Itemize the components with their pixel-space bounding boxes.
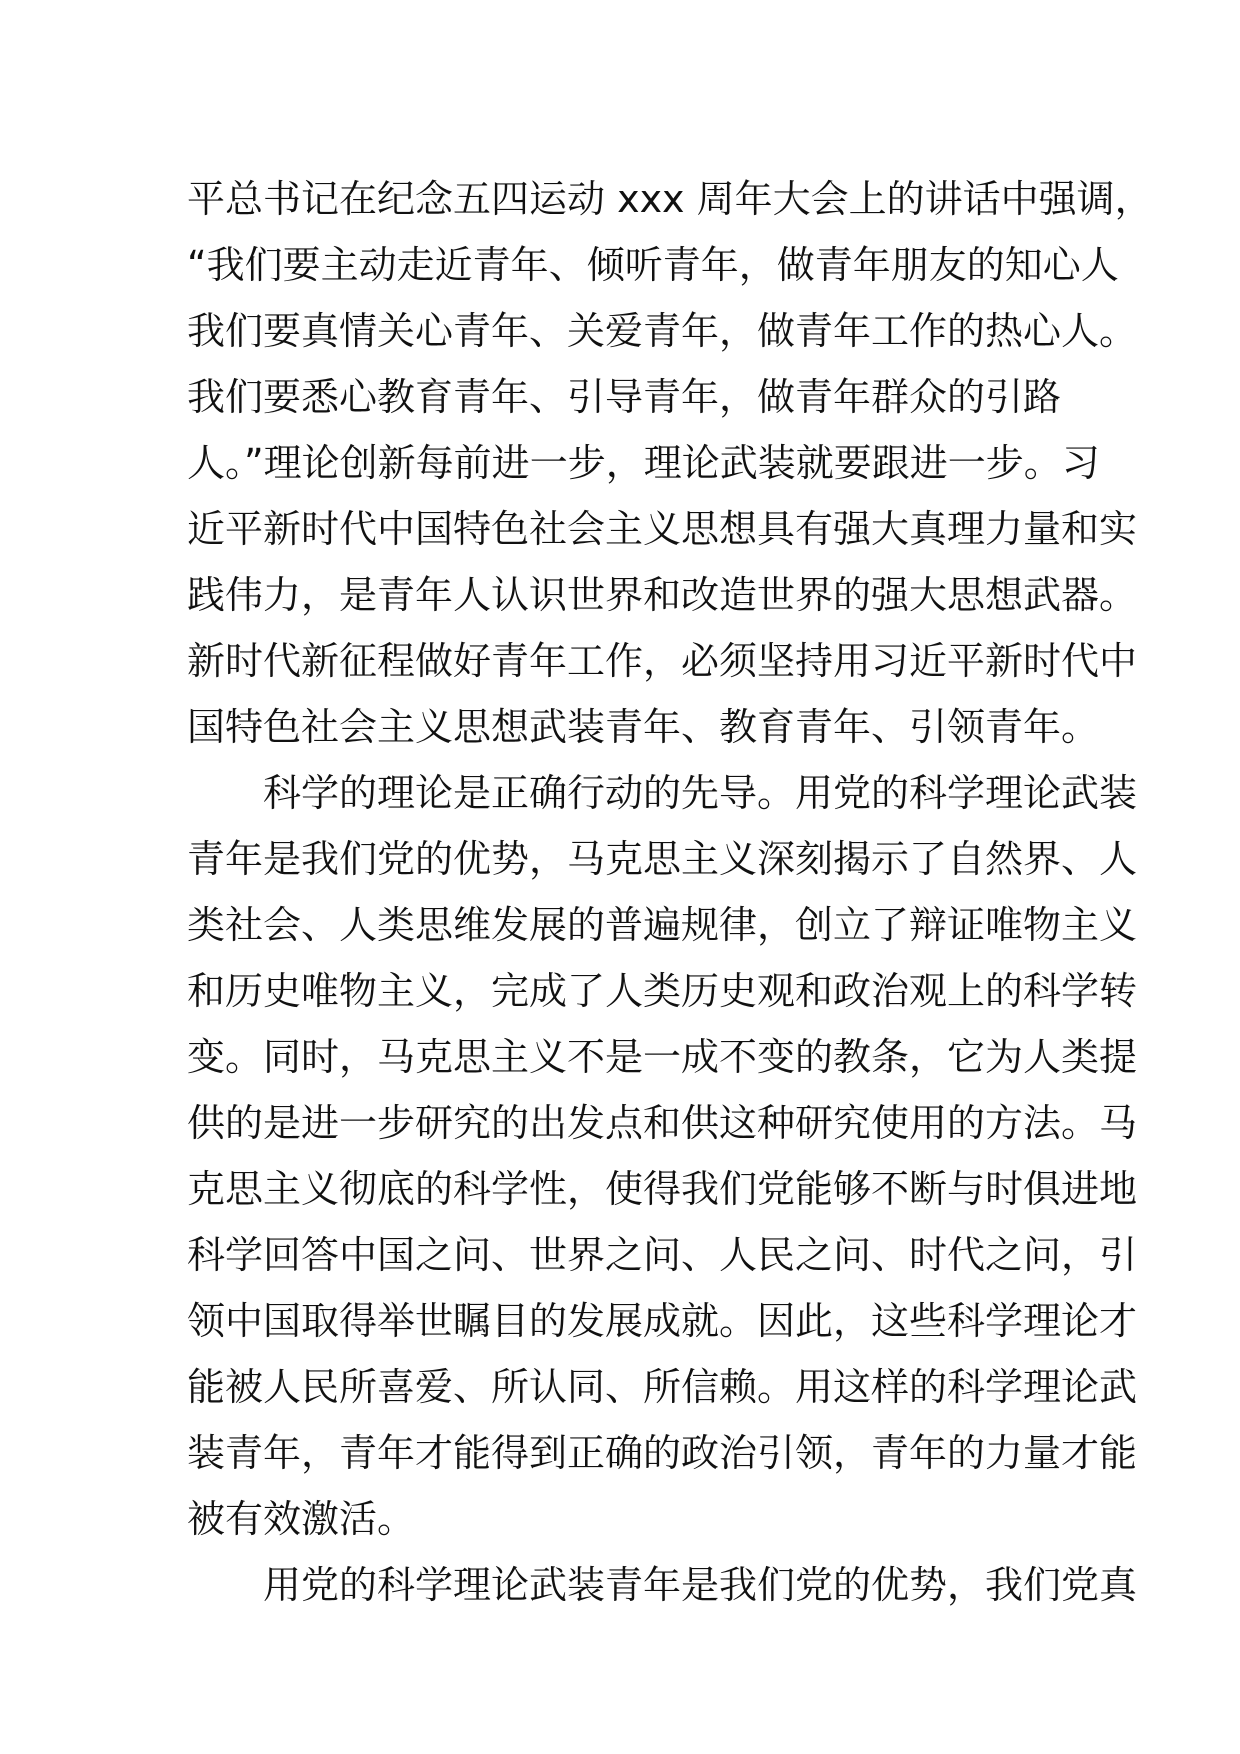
text-line: 被有效激活。 [187, 1497, 416, 1541]
paragraph-start-line: 科学的理论是正确行动的先导。用党的科学理论武装 [187, 771, 1138, 815]
text-line: 近平新时代中国特色社会主义思想具有强大真理力量和实 [187, 507, 1138, 551]
text-line: 践伟力，是青年人认识世界和改造世界的强大思想武器。 [187, 573, 1138, 617]
text-line: 青年是我们党的优势，马克思主义深刻揭示了自然界、人 [187, 837, 1138, 881]
text-line: 我们要真情关心青年、关爱青年，做青年工作的热心人。 [187, 309, 1138, 353]
text-line: 能被人民所喜爱、所认同、所信赖。用这样的科学理论武 [187, 1365, 1138, 1409]
text-line: 供的是进一步研究的出发点和供这种研究使用的方法。马 [187, 1101, 1138, 1145]
text-line: 变。同时，马克思主义不是一成不变的教条，它为人类提 [187, 1035, 1138, 1079]
text-line: 科学回答中国之问、世界之问、人民之问、时代之问，引 [187, 1233, 1138, 1277]
text-line: 类社会、人类思维发展的普遍规律，创立了辩证唯物主义 [187, 903, 1138, 947]
text-line: 人。”理论创新每前进一步，理论武装就要跟进一步。习 [187, 441, 1100, 485]
text-line: “我们要主动走近青年、倾听青年，做青年朋友的知心人 [187, 243, 1119, 287]
text-line: 领中国取得举世瞩目的发展成就。因此，这些科学理论才 [187, 1299, 1138, 1343]
text-line: 装青年，青年才能得到正确的政治引领，青年的力量才能 [187, 1431, 1138, 1475]
body-text [187, 166, 1153, 1618]
text-line: 克思主义彻底的科学性，使得我们党能够不断与时俱进地 [187, 1167, 1138, 1211]
text-line: 和历史唯物主义，完成了人类历史观和政治观上的科学转 [187, 969, 1138, 1013]
text-line: 国特色社会主义思想武装青年、教育青年、引领青年。 [187, 705, 1100, 749]
text-line: 我们要悉心教育青年、引导青年，做青年群众的引路 [187, 375, 1062, 419]
text-line: 平总书记在纪念五四运动 xxx 周年大会上的讲话中强调， [187, 177, 1153, 221]
paragraph-start-line: 用党的科学理论武装青年是我们党的优势，我们党真 [187, 1563, 1138, 1607]
text-line: 新时代新征程做好青年工作，必须坚持用习近平新时代中 [187, 639, 1138, 683]
